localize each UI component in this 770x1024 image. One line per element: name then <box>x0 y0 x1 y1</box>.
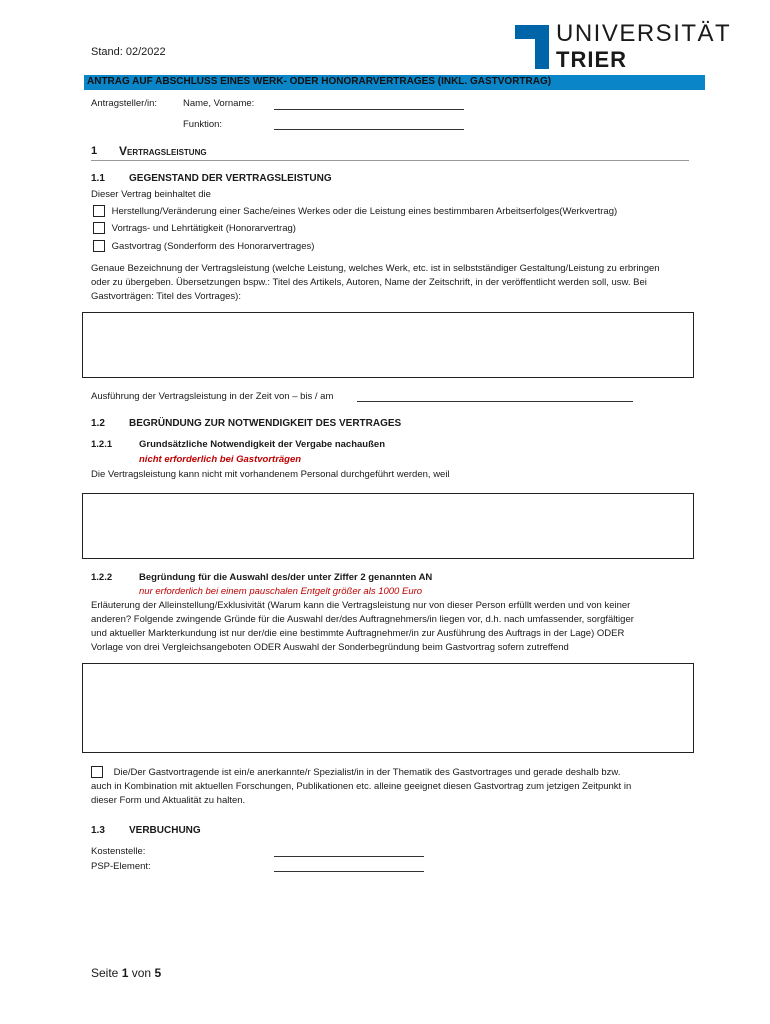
logo-text-universitaet: UNIVERSITÄT <box>556 20 732 47</box>
stand-date: Stand: 02/2022 <box>91 46 166 58</box>
period-label: Ausführung der Vertragsleistung in der Zeit von – bis / am <box>91 391 334 402</box>
section-1-1-number: 1.1 <box>91 173 105 184</box>
university-logo <box>515 20 732 72</box>
contract-intro: Dieser Vertrag beinhaltet die <box>91 189 211 200</box>
name-field[interactable] <box>274 97 464 110</box>
guest-line: dieser Form und Aktualität zu halten. <box>91 795 246 806</box>
logo-text-trier: TRIER <box>556 47 627 72</box>
honorarvertrag-checkbox[interactable] <box>93 222 105 234</box>
section-1-2-1-note: nicht erforderlich bei Gastvorträgen <box>139 454 302 465</box>
page-total: 5 <box>154 966 162 980</box>
page-prefix: Seite <box>91 966 119 980</box>
function-field[interactable] <box>274 117 464 130</box>
page-current: 1 <box>121 966 129 980</box>
option-honorarvertrag <box>93 222 296 234</box>
explanation-line: und aktueller Markterkundung ist nur der/die eine bestimmte Auftragnehmer/in zur Ausführung des Auftrags in der Lage) ODER <box>91 628 625 639</box>
section-1-title: Vertragsleistung <box>119 144 207 158</box>
option-gastvortrag <box>93 240 314 252</box>
guest-line: auch in Kombination mit aktuellen Forschungen, Publikationen etc. alleine geeignet diesen Gastvortrag zum jetzigen Zeitpunkt in <box>91 781 632 792</box>
section-1-2-number: 1.2 <box>91 418 105 429</box>
section-1-1-title: GEGENSTAND DER VERTRAGSLEISTUNG <box>129 173 332 184</box>
selection-explanation <box>91 599 711 655</box>
guest-line: Die/Der Gastvortragende ist ein/e anerkannte/r Spezialist/in in der Thematik des Gastvortrages und gerade deshalb bzw. <box>113 767 621 778</box>
description-textbox[interactable] <box>82 312 694 378</box>
explanation-line: Erläuterung der Alleinstellung/Exklusivität (Warum kann die Vertragsleistung nur von dieser Person erfüllt werden und von keiner <box>91 600 631 611</box>
function-label: Funktion: <box>183 119 223 130</box>
section-1-number: 1 <box>91 145 98 157</box>
section-1-2-2-title: Begründung für die Auswahl des/der unter Ziffer 2 genannten AN <box>139 572 433 583</box>
period-field[interactable] <box>357 390 633 402</box>
werkvertrag-checkbox[interactable] <box>93 205 105 217</box>
description-line: oder zu übergeben. Übersetzungen bspw.: Titel des Artikels, Autoren, Name der Zeitschrift, in der veröffentlicht werden soll, usw. Bei <box>91 277 647 288</box>
guest-speaker-statement <box>91 766 711 808</box>
section-1-2-2-number: 1.2.2 <box>91 572 113 583</box>
section-1-3-number: 1.3 <box>91 825 105 836</box>
psp-element-field[interactable] <box>274 859 424 872</box>
guest-speaker-checkbox[interactable] <box>91 766 103 778</box>
werkvertrag-label: Herstellung/Veränderung einer Sache/eines Werkes oder die Leistung eines bestimmbaren Arbeitserfolges(Werkvertrag) <box>111 205 618 217</box>
option-werkvertrag <box>93 205 617 217</box>
psp-element-label: PSP-Element: <box>91 861 151 872</box>
necessity-textbox[interactable] <box>82 493 694 559</box>
applicant-label: Antragsteller/in: <box>91 98 158 109</box>
section-1-divider <box>91 160 689 161</box>
section-1-3-title: VERBUCHUNG <box>129 825 201 836</box>
gastvortrag-label: Gastvortrag (Sonderform des Honorarvertrages) <box>111 240 315 252</box>
explanation-line: Vorlage von drei Vergleichsangeboten ODER Auswahl der Sonderbegründung beim Gastvortrag sofern zutreffend <box>91 642 569 653</box>
description-line: Genaue Bezeichnung der Vertragsleistung (welche Leistung, welches Werk, etc. ist in selbstständiger Gestaltung/Leistung zu erbringen <box>91 263 660 274</box>
page-of: von <box>131 966 152 980</box>
section-1-2-2-note: nur erforderlich bei einem pauschalen Entgelt größer als 1000 Euro <box>139 586 423 597</box>
gastvortrag-checkbox[interactable] <box>93 240 105 252</box>
honorarvertrag-label: Vortrags- und Lehrtätigkeit (Honorarvertrag) <box>111 222 296 234</box>
title-banner <box>84 75 705 90</box>
description-instructions <box>91 262 711 304</box>
page-number <box>91 966 161 980</box>
explanation-line: anderen? Folgende zwingende Gründe für die Auswahl der/des Auftragnehmers/in liegen vor, d.h. nach umfassender, sorgfältiger <box>91 614 634 625</box>
logo-mark-icon <box>515 25 549 69</box>
name-label: Name, Vorname: <box>183 98 255 109</box>
section-1-2-1-title: Grundsätzliche Notwendigkeit der Vergabe nachaußen <box>139 439 385 450</box>
section-1-2-title: BEGRÜNDUNG ZUR NOTWENDIGKEIT DES VERTRAGES <box>129 418 402 429</box>
section-1-2-1-number: 1.2.1 <box>91 439 113 450</box>
description-line: Gastvorträgen: Titel des Vortrages): <box>91 291 241 302</box>
form-title: ANTRAG AUF ABSCHLUSS EINES WERK- ODER HONORARVERTRAGES (INKL. GASTVORTRAG) <box>87 76 552 87</box>
cost-center-field[interactable] <box>274 844 424 857</box>
cost-center-label: Kostenstelle: <box>91 846 146 857</box>
section-1-2-1-text: Die Vertragsleistung kann nicht mit vorhandenem Personal durchgeführt werden, weil <box>91 469 450 480</box>
selection-textbox[interactable] <box>82 663 694 753</box>
